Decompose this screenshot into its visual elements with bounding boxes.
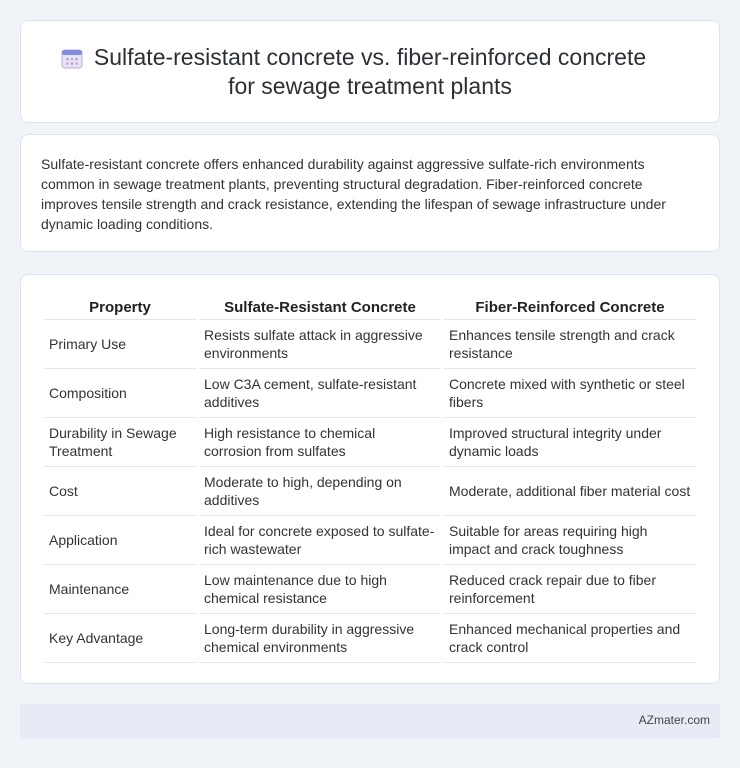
table-cell: Suitable for areas requiring high impact and crack toughness bbox=[444, 516, 696, 565]
column-header: Property bbox=[44, 295, 196, 320]
table-row bbox=[44, 369, 696, 418]
table-cell-property: Primary Use bbox=[44, 320, 196, 369]
table-cell-property: Maintenance bbox=[44, 565, 196, 614]
table-row bbox=[44, 614, 696, 663]
table-cell: Long-term durability in aggressive chemical environments bbox=[199, 614, 441, 663]
title-card bbox=[20, 20, 720, 123]
table-row bbox=[44, 516, 696, 565]
table-cell: Concrete mixed with synthetic or steel fibers bbox=[444, 369, 696, 418]
column-header: Sulfate-Resistant Concrete bbox=[199, 295, 441, 320]
page-title-line1: Sulfate-resistant concrete vs. fiber-reinforced concrete bbox=[93, 44, 647, 70]
table-cell: Ideal for concrete exposed to sulfate-rich wastewater bbox=[199, 516, 441, 565]
table-cell: Improved structural integrity under dynamic loads bbox=[444, 418, 696, 467]
footer-bar bbox=[20, 704, 720, 738]
column-header: Fiber-Reinforced Concrete bbox=[444, 295, 696, 320]
table-cell: Enhanced mechanical properties and crack control bbox=[444, 614, 696, 663]
table-row bbox=[44, 320, 696, 369]
table-cell-property: Durability in Sewage Treatment bbox=[44, 418, 196, 467]
table-cell-property: Composition bbox=[44, 369, 196, 418]
table-cell: Reduced crack repair due to fiber reinforcement bbox=[444, 565, 696, 614]
intro-card bbox=[20, 134, 720, 252]
table-cell: Moderate, additional fiber material cost bbox=[444, 467, 696, 516]
table-cell: Moderate to high, depending on additives bbox=[199, 467, 441, 516]
table-header-row bbox=[44, 295, 696, 320]
page-title-line2: for sewage treatment plants bbox=[228, 73, 512, 99]
page-title bbox=[21, 43, 719, 101]
table-cell-property: Cost bbox=[44, 467, 196, 516]
comparison-table-card bbox=[20, 274, 720, 684]
table-cell-property: Key Advantage bbox=[44, 614, 196, 663]
table-cell: Enhances tensile strength and crack resistance bbox=[444, 320, 696, 369]
intro-paragraph: Sulfate-resistant concrete offers enhanced durability against aggressive sulfate-rich environments common in sewage treatment plants, preventing structural degradation. Fiber-reinforced concrete improves tensile strength and crack resistance, extending the lifespan of sewage infrastructure under dynamic loading conditions. bbox=[41, 156, 666, 232]
table-cell: Low maintenance due to high chemical resistance bbox=[199, 565, 441, 614]
table-cell: Low C3A cement, sulfate-resistant additives bbox=[199, 369, 441, 418]
table-row bbox=[44, 418, 696, 467]
table-cell: High resistance to chemical corrosion from sulfates bbox=[199, 418, 441, 467]
table-row bbox=[44, 467, 696, 516]
table-cell-property: Application bbox=[44, 516, 196, 565]
table-cell: Resists sulfate attack in aggressive environments bbox=[199, 320, 441, 369]
footer-brand: AZmater.com bbox=[638, 713, 710, 727]
table-row bbox=[44, 565, 696, 614]
comparison-table bbox=[41, 295, 699, 663]
